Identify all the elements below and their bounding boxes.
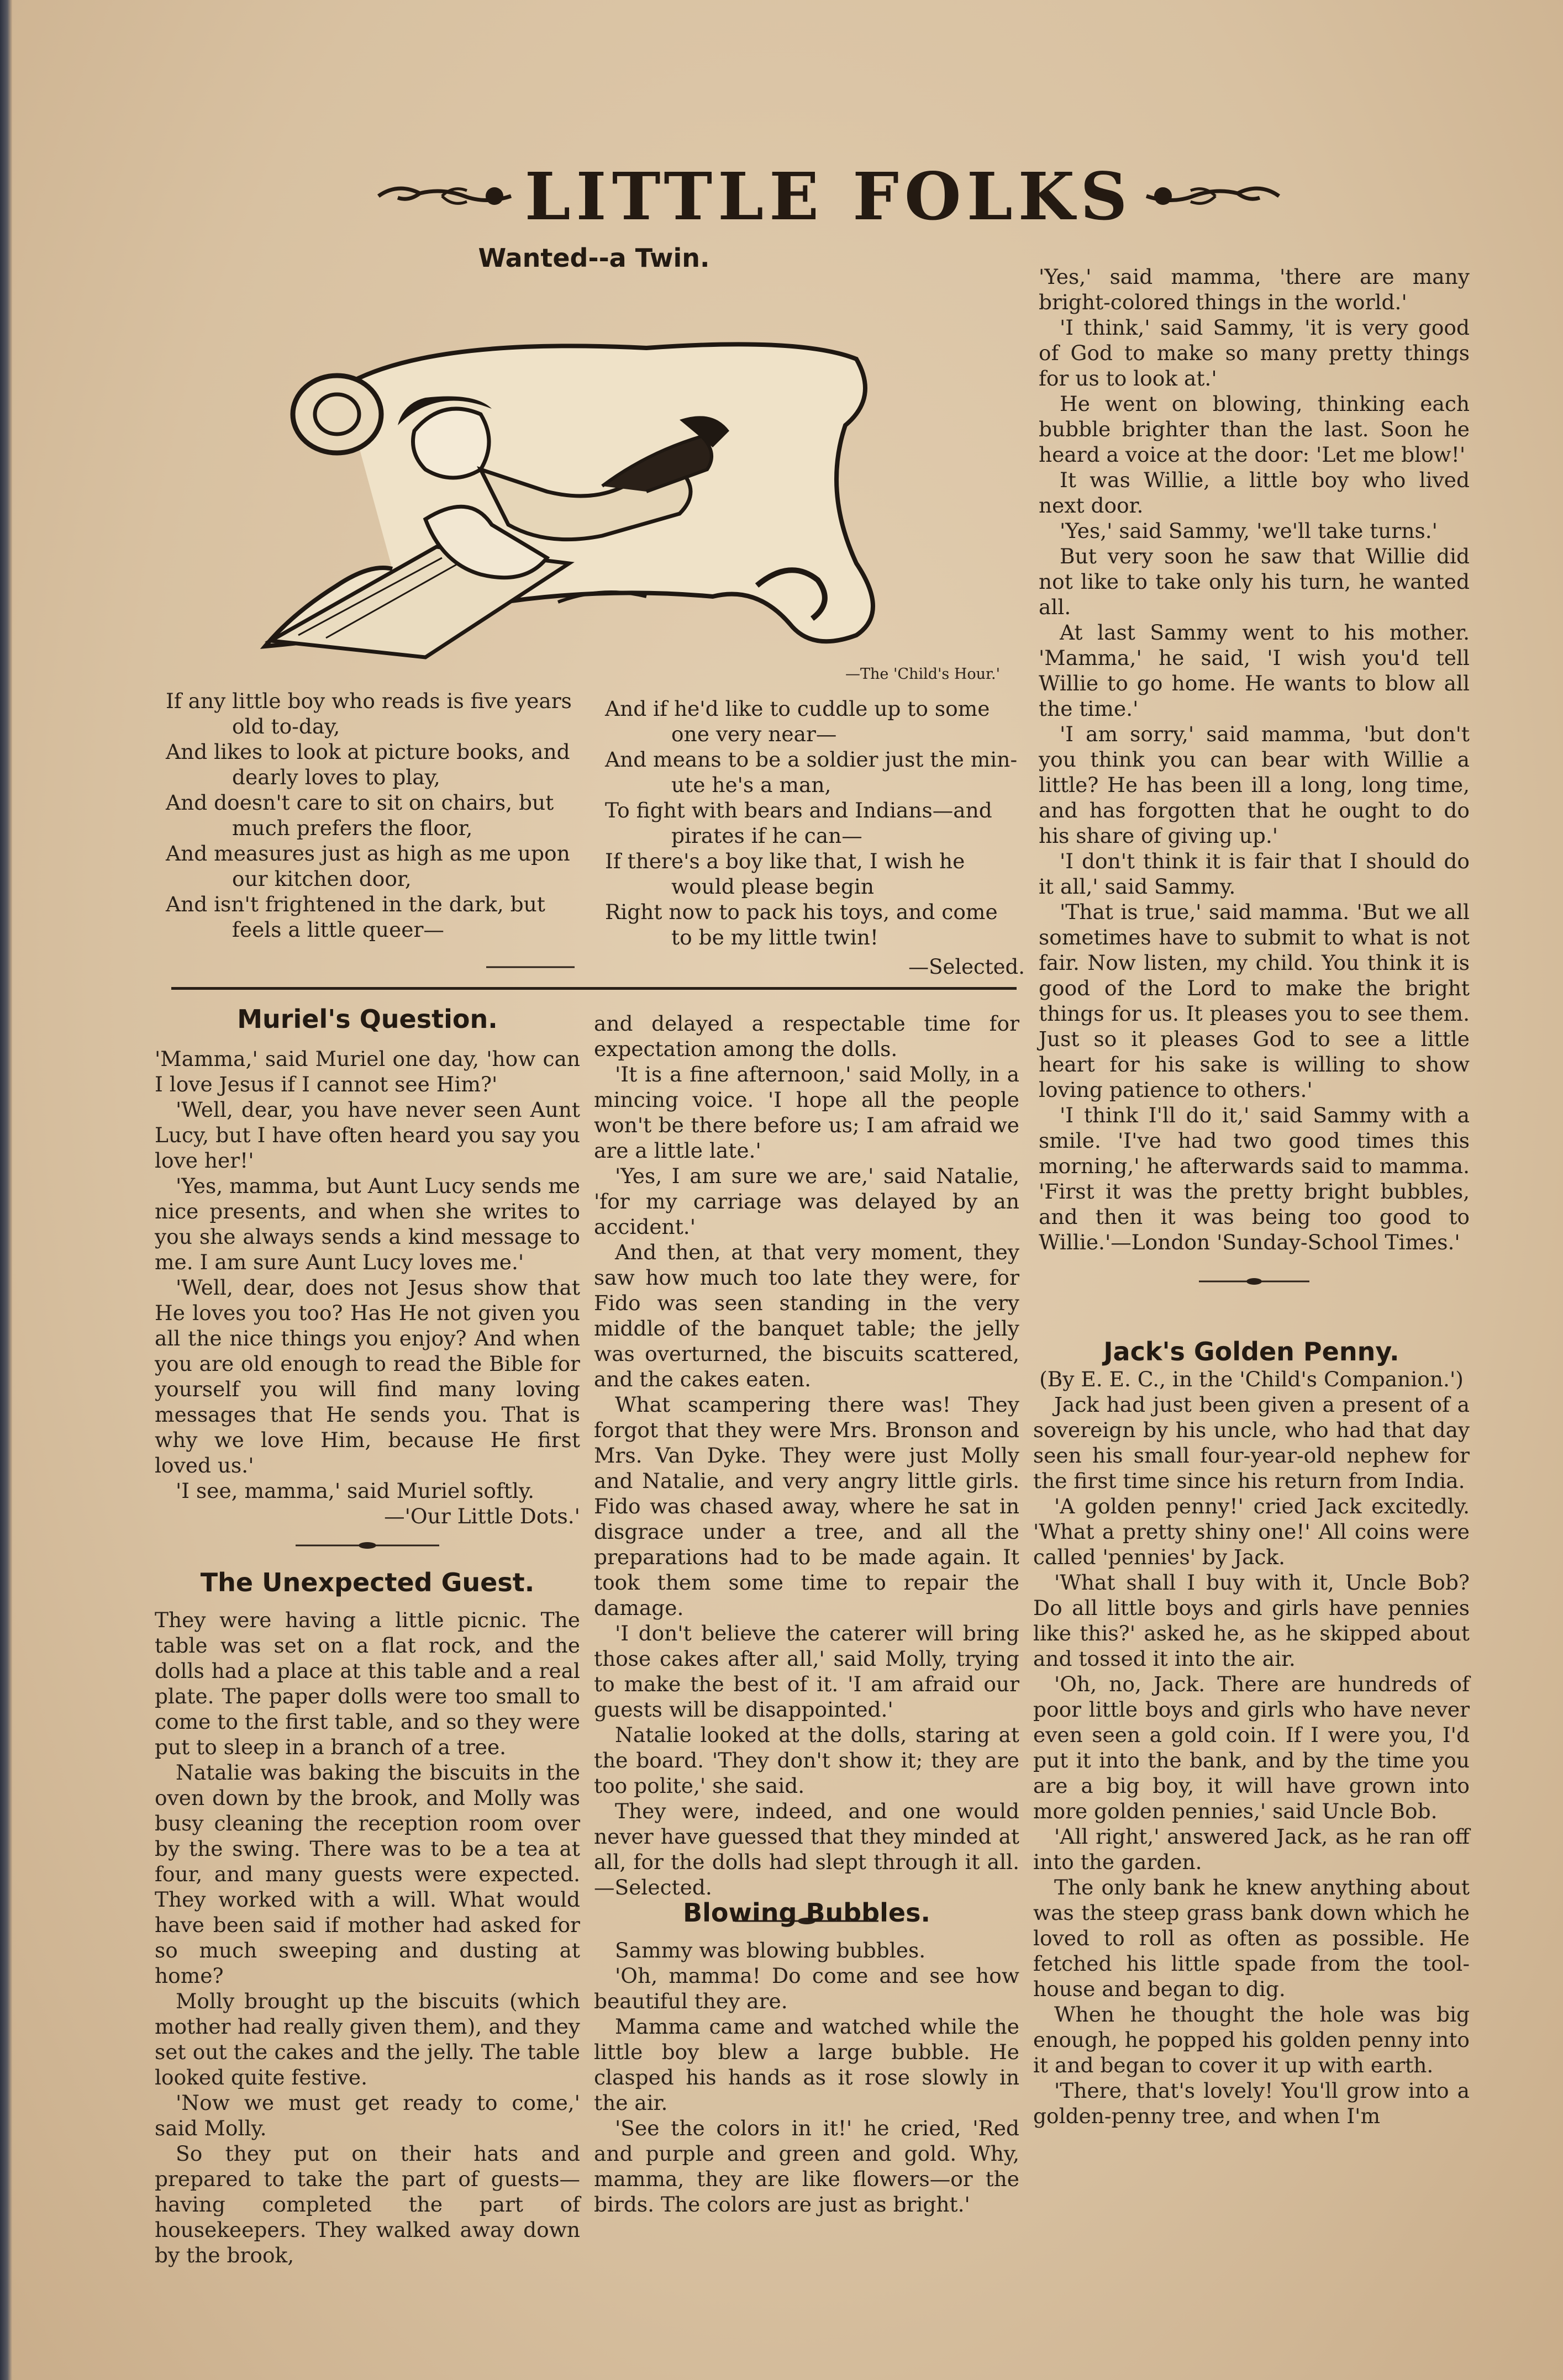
binding-edge <box>0 0 12 2380</box>
muriel-source: —'Our Little Dots.' <box>384 1504 580 1528</box>
twin-article <box>166 243 1022 273</box>
muriel-paragraph: 'I see, mamma,' said Muriel softly. <box>176 1479 535 1503</box>
poem-line-cont: dearly loves to play, <box>232 765 440 789</box>
poem-stanza-line-7 <box>605 747 1025 798</box>
guest-paragraph: What scampering there was! They forgot that they were Mrs. Bronson and Mrs. Van Dyke. They were just Molly and Natalie, and very angry little girls. Fido was chased away, where he sat in disgrace under a tree, and all the preparations had to be made again. It took them some time to repair the damage. <box>594 1392 1019 1620</box>
poem-line-cont: ute he's a man, <box>671 773 832 797</box>
poem-line: If there's a boy like that, I wish he <box>605 849 965 873</box>
poem-line-cont: to be my little twin! <box>671 925 878 949</box>
poem-line: And isn't frightened in the dark, but <box>166 892 545 916</box>
bubbles-paragraph: He went on blowing, thinking each bubble brighter than the last. Soon he heard a voice at the door: 'Let me blow!' <box>1039 392 1470 467</box>
bubbles-paragraph: 'That is true,' said mamma. 'But we all sometimes have to submit to what is not fair. Now listen, my child. You think it is good of the Lord to make the bright things for us. It pleases you to see them. Just so it pleases God to see a little heart for his sake is willing to show loving patience to others.' <box>1039 900 1470 1102</box>
boy-reading-illustration <box>260 326 934 663</box>
poem-end-rule <box>486 964 575 970</box>
guest-heading: The Unexpected Guest. <box>200 1568 535 1597</box>
poem-line: And if he'd like to cuddle up to some <box>605 696 990 721</box>
masthead <box>354 155 1304 238</box>
guest-paragraph: So they put on their hats and prepared to take the part of guests—having completed the part of housekeepers. They walked away down by the brook, <box>155 2141 580 2267</box>
poem-line: And likes to look at picture books, and <box>166 740 570 764</box>
poem-line: Right now to pack his toys, and come <box>605 900 998 924</box>
guest-article-part2 <box>594 1011 1019 1925</box>
poem-line: And measures just as high as me upon <box>166 841 570 866</box>
twin-poem-right <box>605 696 1025 980</box>
poem-line-cont: pirates if he can— <box>671 824 862 848</box>
guest-paragraph: 'Now we must get ready to come,' said Molly. <box>155 2091 580 2140</box>
twin-illustration-credit: —The 'Child's Hour.' <box>845 666 1000 683</box>
twin-source: —Selected. <box>908 955 1025 979</box>
muriel-article <box>155 1004 580 1550</box>
guest-paragraph: Molly brought up the biscuits (which mother had really given them), and they set out the cakes and the jelly. The table looked quite festive. <box>155 1989 580 2089</box>
bubbles-paragraph: 'I don't think it is fair that I should do it all,' said Sammy. <box>1039 849 1470 899</box>
section-divider <box>171 987 1017 990</box>
right-flourish-icon <box>1144 177 1282 215</box>
penny-paragraph: Jack had just been given a present of a sovereign by his uncle, who had that day seen his small four-year-old nephew for the first time since his return from India. <box>1033 1392 1470 1493</box>
poem-line: And doesn't care to sit on chairs, but <box>166 790 554 815</box>
bubbles-paragraph: Sammy was blowing bubbles. <box>615 1938 926 1962</box>
guest-paragraph: Natalie looked at the dolls, staring at the board. 'They don't show it; they are too polite,' she said. <box>594 1723 1019 1798</box>
guest-paragraph: 'It is a fine afternoon,' said Molly, in a mincing voice. 'I hope all the people won't be there before us; I am afraid we are a little late.' <box>594 1062 1019 1163</box>
guest-paragraph: 'I don't believe the caterer will bring those cakes after all,' said Molly, trying to make the best of it. 'I am afraid our guests will be disappointed.' <box>594 1621 1019 1722</box>
poem-stanza-line-6 <box>605 696 1025 747</box>
bubbles-article-part2 <box>1039 264 1470 1286</box>
bubbles-paragraph: It was Willie, a little boy who lived next door. <box>1039 468 1470 518</box>
guest-paragraph: 'Yes, I am sure we are,' said Natalie, 'for my carriage was delayed by an accident.' <box>594 1164 1019 1239</box>
bubbles-paragraph: 'I am sorry,' said mamma, 'but don't you think you can bear with Willie a little? He has been ill a long, long time, and has forgotten that he ought to do his share of giving up.' <box>1039 722 1470 848</box>
poem-stanza-line-3 <box>166 790 586 841</box>
masthead-title: LITTLE FOLKS <box>524 157 1133 235</box>
poem-line-cont: old to-day, <box>232 714 340 738</box>
penny-paragraph: 'What shall I buy with it, Uncle Bob? Do all little boys and girls have pennies like this?' asked he, as he skipped about and tossed it into the air. <box>1033 1570 1470 1671</box>
penny-paragraph: When he thought the hole was big enough, he popped his golden penny into it and began to cover it up with earth. <box>1033 2002 1470 2077</box>
guest-article-part1 <box>155 1568 580 2268</box>
poem-stanza-line-8 <box>605 798 1025 848</box>
twin-heading: Wanted--a Twin. <box>478 243 710 273</box>
poem-line-cont: would please begin <box>671 874 874 899</box>
poem-line-cont: one very near— <box>671 722 837 746</box>
guest-paragraph: and delayed a respectable time for expectation among the dolls. <box>594 1011 1019 1061</box>
guest-paragraph: Natalie was baking the biscuits in the oven down by the brook, and Molly was busy cleaning the reception room over by the swing. There was to be a tea at four, and many guests were expected. They worked with a will. What would have been said if mother had asked for so much sweeping and dusting at home? <box>155 1760 580 1988</box>
bubbles-paragraph: At last Sammy went to his mother. 'Mamma,' he said, 'I wish you'd tell Willie to go home. He wants to blow all the time.' <box>1039 620 1470 721</box>
twin-poem-left <box>166 688 586 942</box>
bubbles-heading: Blowing Bubbles. <box>683 1898 930 1928</box>
bubbles-paragraph: 'Oh, mamma! Do come and see how beautiful they are. <box>594 1964 1019 2013</box>
poem-line-cont: our kitchen door, <box>232 867 412 891</box>
muriel-paragraph: 'Yes, mamma, but Aunt Lucy sends me nice presents, and when she writes to you she always sends a kind message to me. I am sure Aunt Lucy loves me.' <box>155 1174 580 1274</box>
penny-paragraph: 'All right,' answered Jack, as he ran off into the garden. <box>1033 1824 1470 1874</box>
poem-stanza-line-9 <box>605 848 1025 899</box>
muriel-paragraph: 'Well, dear, you have never seen Aunt Lucy, but I have often heard you say you love her!' <box>155 1097 580 1173</box>
guest-paragraph: They were having a little picnic. The table was set on a flat rock, and the dolls had a place at this table and a real plate. The paper dolls were too small to come to the first table, and so they were put to sleep in a branch of a tree. <box>155 1608 580 1759</box>
poem-stanza-line-2 <box>166 739 586 790</box>
penny-paragraph: The only bank he knew anything about was the steep grass bank down which he loved to roll as often as possible. He fetched his little spade from the tool-house and began to dig. <box>1033 1875 1470 2001</box>
poem-line: And means to be a soldier just the min- <box>605 747 1018 772</box>
bubbles-paragraph: 'Yes,' said Sammy, 'we'll take turns.' <box>1060 519 1438 543</box>
penny-heading: Jack's Golden Penny. <box>1103 1337 1399 1366</box>
muriel-paragraph: 'Mamma,' said Muriel one day, 'how can I love Jesus if I cannot see Him?' <box>155 1047 580 1096</box>
poem-stanza-line-4 <box>166 841 586 891</box>
penny-paragraph: 'There, that's lovely! You'll grow into a golden-penny tree, and when I'm <box>1033 2078 1470 2128</box>
twin-credit-box <box>818 662 1000 687</box>
penny-paragraph: 'Oh, no, Jack. There are hundreds of poor little boys and girls who have never even seen a gold coin. If I were you, I'd put it into the bank, and by the time you are a big boy, it will have grown into more golden pennies,' said Uncle Bob. <box>1033 1672 1470 1823</box>
left-flourish-icon <box>376 177 514 215</box>
muriel-heading: Muriel's Question. <box>237 1004 498 1034</box>
guest-paragraph: And then, at that very moment, they saw how much too late they were, for Fido was seen standing in the very middle of the banquet table; the jelly was overturned, the biscuits scattered, and the cakes eaten. <box>594 1240 1019 1391</box>
bubbles-paragraph: 'I think,' said Sammy, 'it is very good of God to make so many pretty things for us to look at.' <box>1039 315 1470 390</box>
guest-paragraph: They were, indeed, and one would never have guessed that they minded at all, for the dolls had slept through it all.—Selected. <box>594 1799 1019 1899</box>
poem-stanza-line-1 <box>166 688 586 739</box>
poem-stanza-line-5 <box>166 891 586 942</box>
bubbles-paragraph: 'I think I'll do it,' said Sammy with a smile. 'I've had two good times this morning,' he afterwards said to mamma. 'First it was the pretty bright bubbles, and then it was being too good to Willie.'—London 'Sunday-School Times.' <box>1039 1103 1470 1254</box>
poem-stanza-line-10 <box>605 899 1025 950</box>
separator-icon <box>1199 1277 1309 1286</box>
poem-line-cont: much prefers the floor, <box>232 816 473 840</box>
penny-article <box>1033 1337 1470 2129</box>
muriel-paragraph: 'Well, dear, does not Jesus show that He loves you too? Has He not given you all the nice things you enjoy? And when you are old enough to read the Bible for yourself you will find many loving messages that He sends you. That is why we love Him, because He first loved us.' <box>155 1275 580 1477</box>
poem-line: To fight with bears and Indians—and <box>605 798 992 822</box>
poem-line: If any little boy who reads is five years <box>166 689 572 713</box>
bubbles-paragraph: 'See the colors in it!' he cried, 'Red and purple and green and gold. Why, mamma, they are like flowers—or the birds. The colors are just as bright.' <box>594 2116 1019 2217</box>
bubbles-paragraph: But very soon he saw that Willie did not like to take only his turn, he wanted all. <box>1039 544 1470 619</box>
bubbles-paragraph: 'Yes,' said mamma, 'there are many bright-colored things in the world.' <box>1039 265 1470 314</box>
penny-byline: (By E. E. C., in the 'Child's Companion.') <box>1039 1367 1464 1391</box>
poem-line-cont: feels a little queer— <box>232 917 444 942</box>
bubbles-paragraph: Mamma came and watched while the little boy blew a large bubble. He clasped his hands as it rose slowly in the air. <box>594 2014 1019 2115</box>
penny-paragraph: 'A golden penny!' cried Jack excitedly. 'What a pretty shiny one!' All coins were called 'pennies' by Jack. <box>1033 1494 1470 1569</box>
separator-icon <box>296 1541 439 1550</box>
bubbles-article-part1 <box>594 1898 1019 2217</box>
